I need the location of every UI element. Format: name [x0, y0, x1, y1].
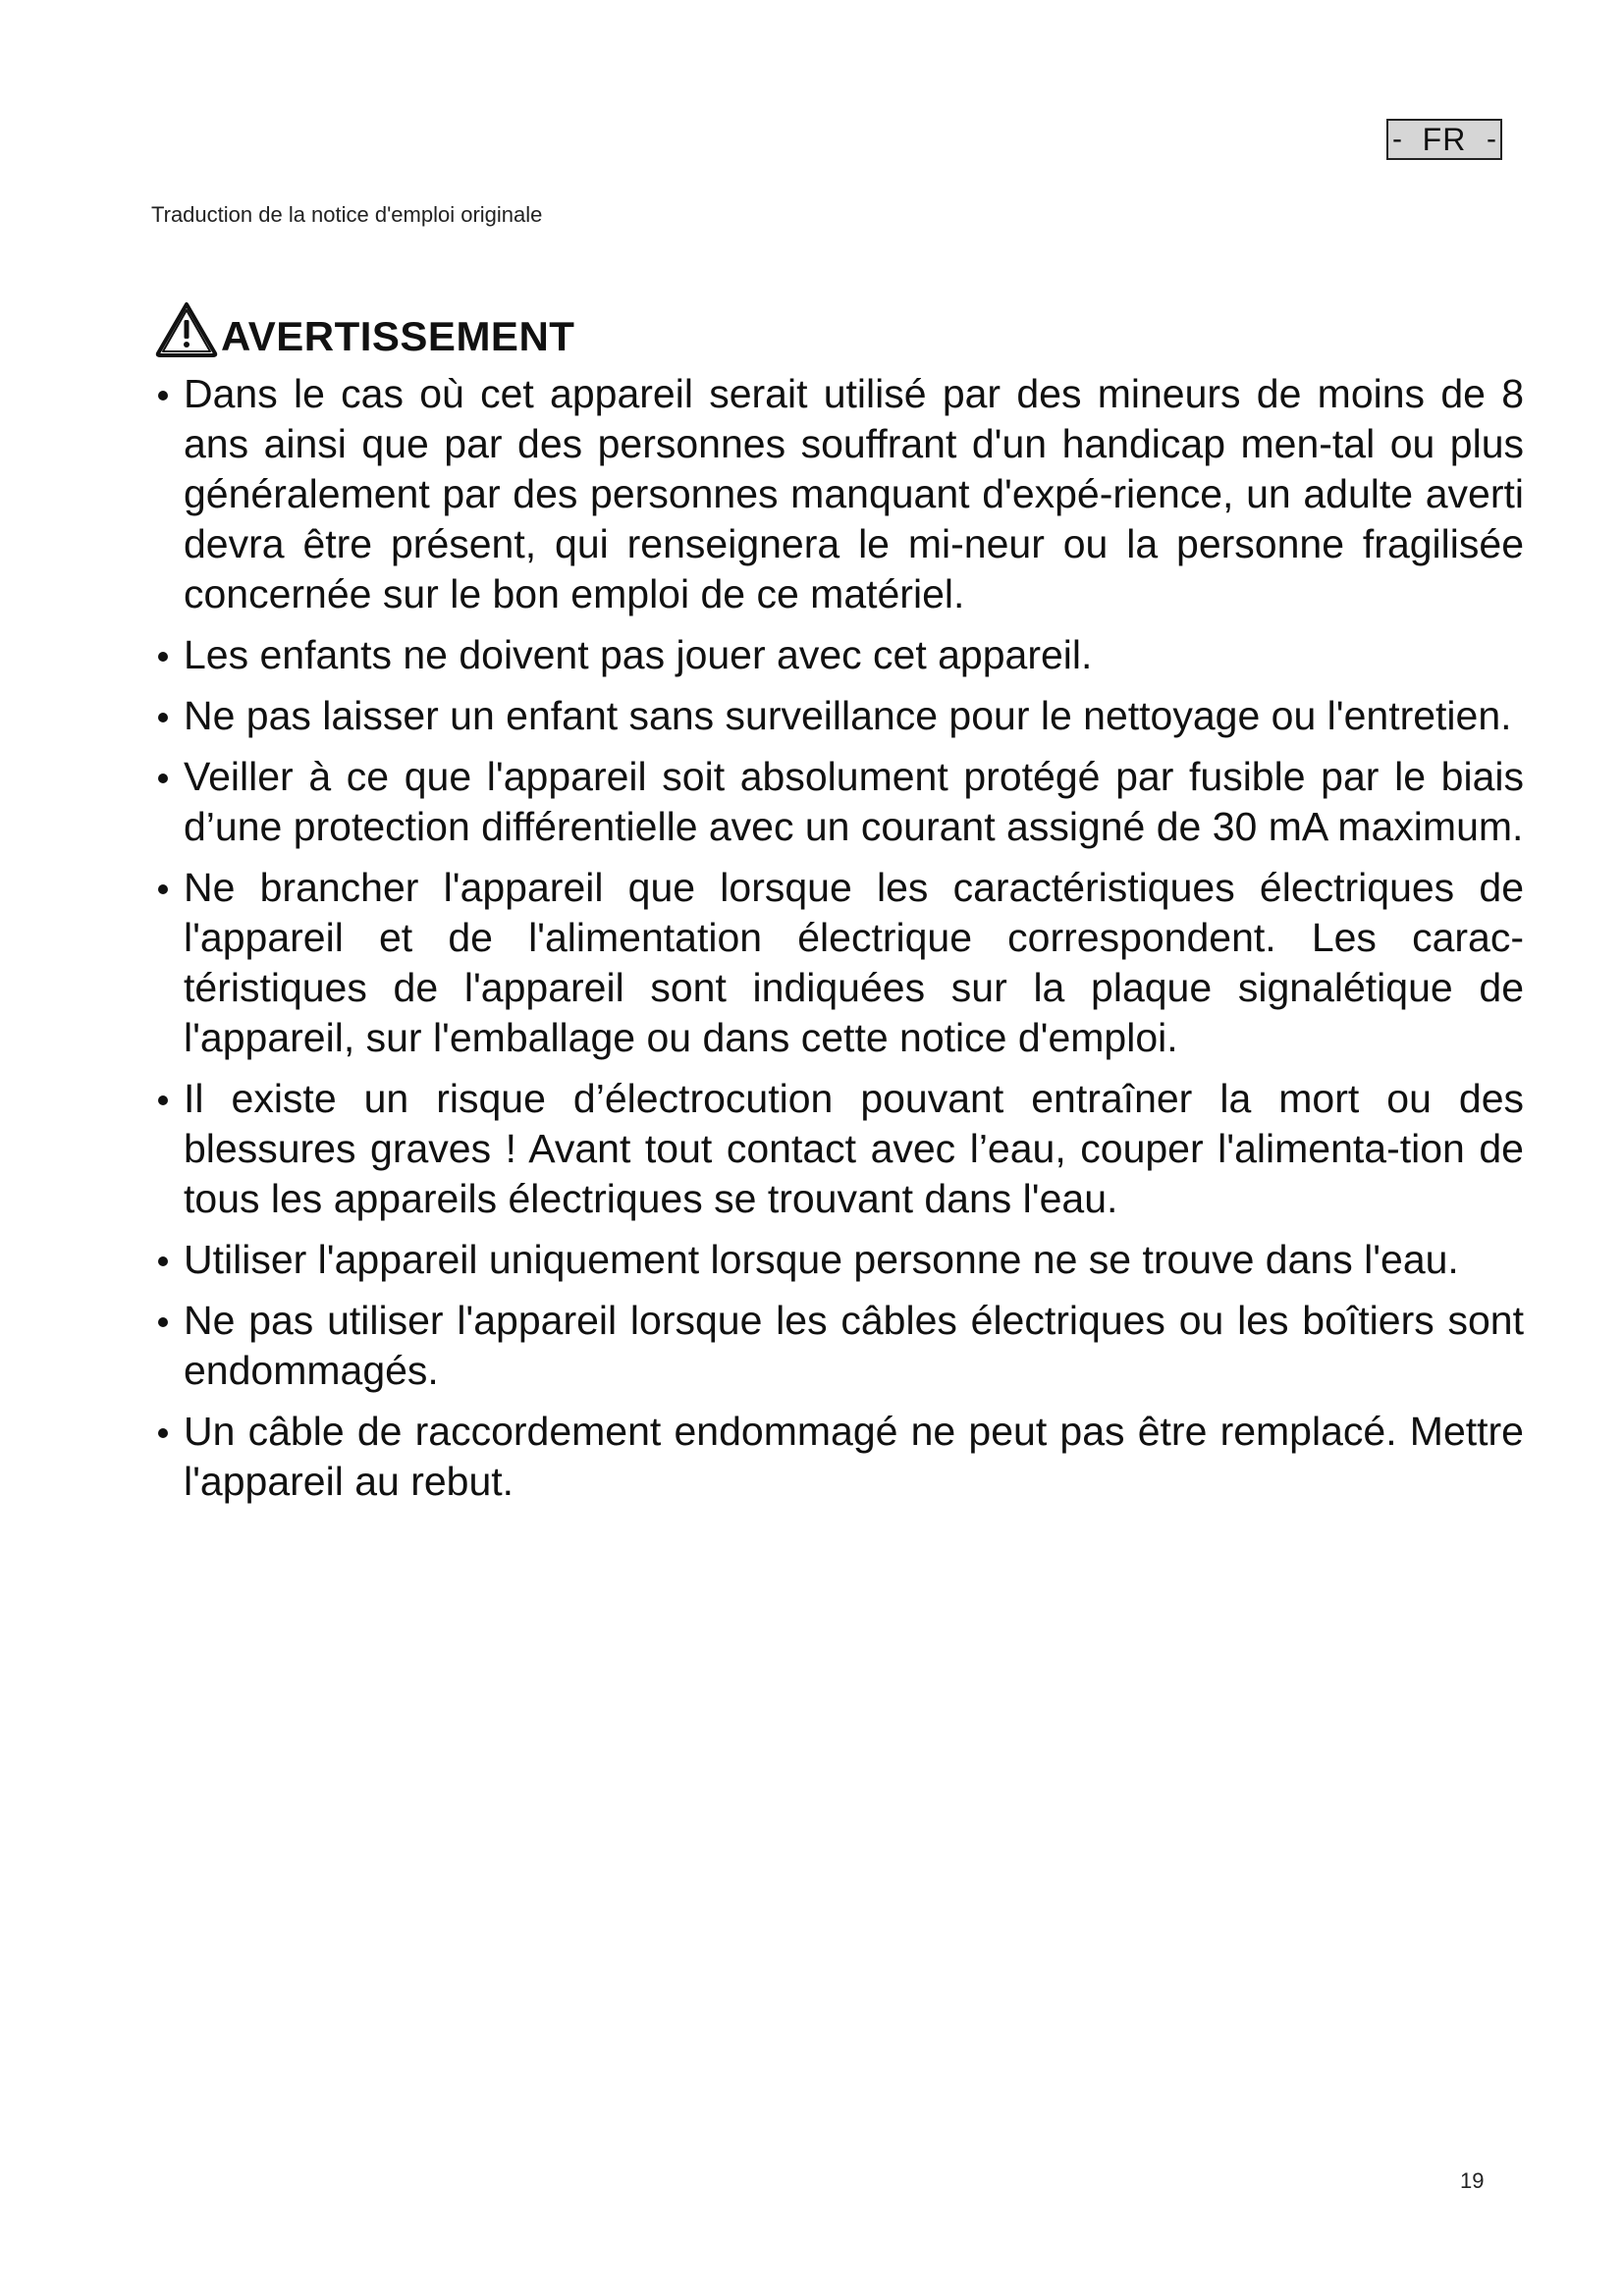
warning-item-text: Ne brancher l'appareil que lorsque les caractéristiques électriques de l'appareil et de l'alimentation électrique correspondent. Les carac-téristiques de l'appareil sont indiquées sur la plaque signalétique de l'appareil, sur l'emballage ou dans cette notice d'emploi. — [184, 865, 1524, 1060]
warning-item-text: Utiliser l'appareil uniquement lorsque personne ne se trouve dans l'eau. — [184, 1237, 1459, 1282]
warning-heading — [154, 291, 574, 359]
language-code: FR — [1422, 122, 1467, 157]
warning-item — [154, 630, 1524, 680]
language-badge-dash-left: - — [1392, 123, 1402, 155]
warning-item-text: Veiller à ce que l'appareil soit absolument protégé par fusible par le biais d’une protection différentielle avec un courant assigné de 30 mA maximum. — [184, 754, 1524, 849]
warning-item-text: Les enfants ne doivent pas jouer avec cet appareil. — [184, 632, 1093, 677]
warning-item-text: Ne pas laisser un enfant sans surveillance pour le nettoyage ou l'entretien. — [184, 693, 1512, 738]
language-badge — [1386, 119, 1502, 160]
warning-item — [154, 863, 1524, 1063]
bullet-icon — [158, 391, 168, 400]
bullet-icon — [158, 1428, 168, 1438]
warning-item-text: Un câble de raccordement endommagé ne peut pas être remplacé. Mettre l'appareil au rebut. — [184, 1409, 1524, 1504]
page-number: 19 — [1460, 2168, 1485, 2193]
warning-item — [154, 752, 1524, 852]
warning-item-text: Il existe un risque d’électrocution pouvant entraîner la mort ou des blessures graves ! Avant tout contact avec l’eau, couper l'alimenta-tion de tous les appareils électriques se trouvant dans l'eau. — [184, 1076, 1524, 1221]
warning-item — [154, 1407, 1524, 1507]
bullet-icon — [158, 713, 168, 722]
language-badge-dash-right: - — [1487, 123, 1496, 155]
bullet-icon — [158, 1317, 168, 1327]
warning-item — [154, 369, 1524, 619]
warning-title: AVERTISSEMENT — [221, 313, 575, 359]
warning-item — [154, 1235, 1524, 1285]
bullet-icon — [158, 884, 168, 894]
warning-item-text: Ne pas utiliser l'appareil lorsque les câbles électriques ou les boîtiers sont endommagés. — [184, 1298, 1524, 1393]
bullet-icon — [158, 652, 168, 662]
warning-item-text: Dans le cas où cet appareil serait utilisé par des mineurs de moins de 8 ans ainsi que par des personnes souffrant d'un handicap men-tal ou plus généralement par des personnes manquant d'expé-rience, un adulte averti devra être présent, qui renseignera le mi-neur ou la personne fragilisée concernée sur le bon emploi de ce matériel. — [184, 371, 1524, 616]
warning-item — [154, 1296, 1524, 1396]
warning-list — [154, 369, 1524, 1518]
bullet-icon — [158, 774, 168, 783]
warning-triangle-icon — [154, 300, 219, 359]
document-subtitle: Traduction de la notice d'emploi originale — [151, 202, 543, 227]
warning-item — [154, 691, 1524, 741]
bullet-icon — [158, 1256, 168, 1266]
warning-item — [154, 1074, 1524, 1224]
bullet-icon — [158, 1095, 168, 1105]
